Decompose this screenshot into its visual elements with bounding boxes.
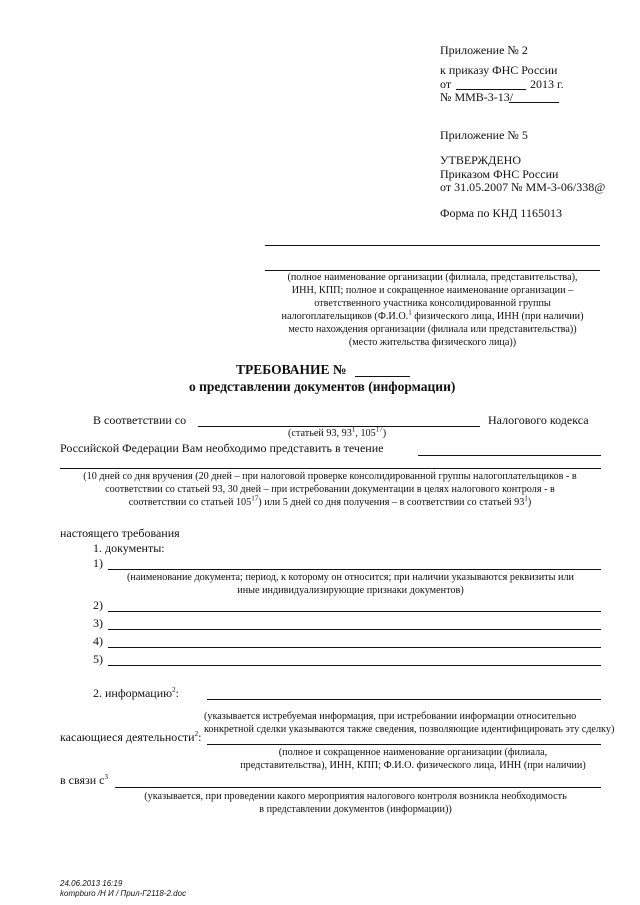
document-item-3-number: 3) [93, 616, 103, 630]
term-caption-3: соответствии со статьей $105^{17}$) или 5 дней со дня получения – в соответствии со статьей $93^1$) [128, 494, 532, 508]
document-item-1-line [108, 569, 601, 570]
document-caption-2: иные индивидуализирующие признаки документов) [237, 585, 464, 596]
documents-label: 1. документы: [93, 541, 165, 555]
addressee-caption-6: (место жительства физического лица)) [348, 337, 517, 348]
approved-by: Приказом ФНС России [440, 167, 559, 181]
request-number-blank [355, 376, 410, 377]
document-item-4-line [108, 647, 601, 648]
order-reference: к приказу ФНС России [440, 63, 558, 77]
information-caption-1: (указывается истребуемая информация, при истребовании информации относительно [204, 711, 577, 722]
document-item-5-number: 5) [93, 652, 103, 666]
addressee-caption-1: (полное наименование организации (филиала, представительства), [287, 272, 578, 283]
document-title: ТРЕБОВАНИЕ № [236, 362, 347, 377]
document-item-1-number: 1) [93, 556, 103, 570]
term-blank-1 [418, 455, 601, 456]
concerning-caption-1: (полное и сокращенное наименование организации (филиала, [278, 747, 548, 758]
footer-file-path: kompburo /Н И / Прил-Г2118-2.doc [60, 889, 187, 898]
appendix-5-label: Приложение № 5 [440, 128, 528, 142]
addressee-line-2 [265, 270, 600, 271]
concerning-label: касающиеся деятельности$^2$: [60, 730, 202, 744]
document-item-5-line [108, 665, 601, 666]
concerning-line [207, 744, 601, 745]
articles-blank [198, 426, 480, 427]
addressee-caption-5: место нахождения организации (филиала или представительства)) [288, 324, 577, 335]
document-subtitle: о представлении документов (информации) [189, 379, 456, 394]
order-date-suffix: 2013 г. [530, 77, 564, 91]
information-line [207, 699, 601, 700]
tax-code-label: Налогового кодекса [488, 413, 589, 427]
form-code: Форма по КНД 1165013 [440, 206, 562, 220]
rf-line: Российской Федерации Вам необходимо представить в течение [60, 441, 384, 455]
in-connection-label: в связи $с^3$ [60, 773, 109, 787]
information-label: 2. информацию$^2$: [93, 686, 179, 700]
connection-caption-2: в представлении документов (информации)) [259, 804, 452, 815]
appendix-2-label: Приложение № 2 [440, 43, 528, 57]
addressee-caption-4: налогоплательщиков (Ф.И.О.$^1$ физического лица, ИНН (при наличии) [281, 308, 584, 322]
addressee-line-1 [265, 245, 600, 246]
document-item-2-number: 2) [93, 598, 103, 612]
articles-caption: (статьей 93, $93^1$, $105^{17}$) [288, 425, 387, 439]
addressee-caption-2: ИНН, КПП; полное и сокращенное наименование организации – [291, 285, 574, 296]
document-item-2-line [108, 611, 601, 612]
document-caption-1: (наименование документа; период, к которому он относится; при наличии указываются реквизиты или [127, 572, 574, 583]
footer-timestamp: 24.06.2013 16:19 [60, 879, 123, 888]
document-item-3-line [108, 629, 601, 630]
order-number-blank [509, 102, 559, 103]
addressee-caption-3: ответственного участника консолидированной группы [314, 298, 551, 309]
term-blank-2 [60, 468, 601, 469]
approved-label: УТВЕРЖДЕНО [440, 153, 522, 167]
in-connection-line [115, 787, 601, 788]
this-request-label: настоящего требования [60, 526, 180, 540]
connection-caption-1: (указывается, при проведении какого мероприятия налогового контроля возникла необходимость [144, 791, 567, 802]
approved-date: от 31.05.2007 № ММ-3-06/338@ [440, 180, 606, 194]
according-label: В соответствии со [93, 413, 187, 427]
order-date-prefix: от [440, 77, 452, 91]
concerning-caption-2: представительства), ИНН, КПП; Ф.И.О. физического лица, ИНН (при наличии) [240, 760, 586, 771]
term-caption-1: (10 дней со дня вручения (20 дней – при налоговой проверке консолидированной группы налогоплательщиков - в [83, 471, 577, 482]
information-caption-2: конкретной сделки указываются также сведения, позволяющие идентифицировать эту сделку) [204, 724, 615, 735]
document-item-4-number: 4) [93, 634, 103, 648]
order-number-prefix: № ММВ-3-13/ [440, 90, 514, 104]
term-caption-2: соответствии со статьей 93, 30 дней – при истребовании документации в целях налогового контроля - в [105, 484, 555, 495]
